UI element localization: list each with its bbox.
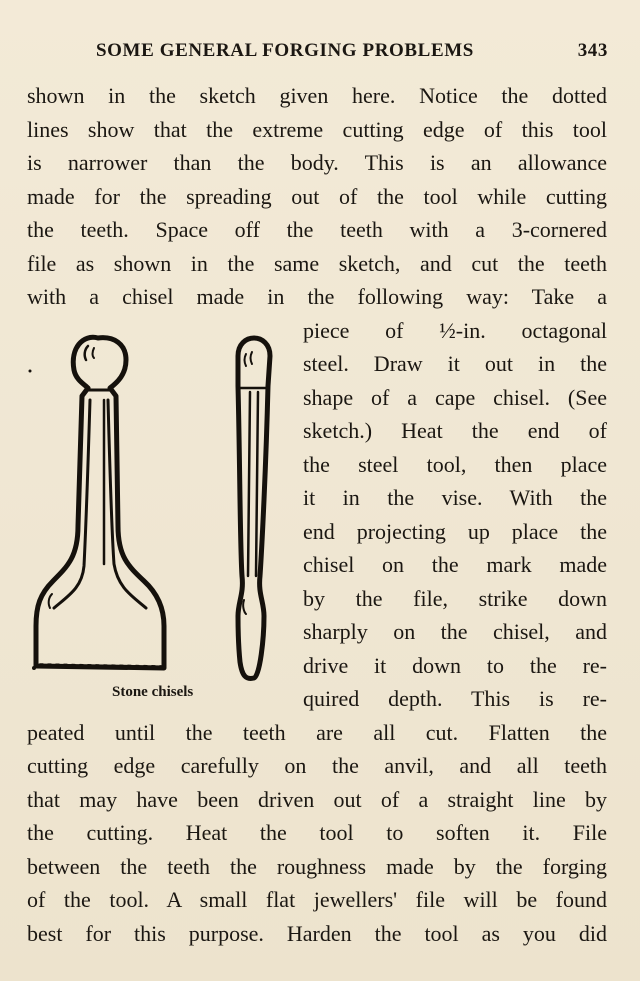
page-number: 343 xyxy=(577,40,608,61)
text-line: lines show that the extreme cutting edge of this tool xyxy=(27,116,607,142)
running-title: SOME GENERAL FORGING PROBLEMS xyxy=(96,40,474,61)
text-line: best for this purpose. Harden the tool as you did xyxy=(27,920,607,946)
stone-chisels-illustration xyxy=(28,326,293,681)
text-line: steel. Draw it out in the xyxy=(303,351,607,376)
text-line: cutting edge carefully on the anvil, and all teeth xyxy=(27,753,607,778)
figure-caption: Stone chisels xyxy=(112,684,194,700)
text-line: that may have been driven out of a straight line by xyxy=(27,786,607,812)
text-line: of the tool. A small flat jewellers' file will be found xyxy=(27,887,607,912)
text-line: the teeth. Space off the teeth with a 3-cornered xyxy=(27,217,607,242)
text-line: peated until the teeth are all cut. Flatten the xyxy=(27,719,607,745)
stone-chisels-figure xyxy=(28,326,293,711)
text-line: shown in the sketch given here. Notice the dotted xyxy=(27,83,607,108)
text-line: with a chisel made in the following way: Take a xyxy=(27,284,607,309)
text-line: shape of a cape chisel. (See xyxy=(303,384,607,410)
text-line: between the teeth the roughness made by the forging xyxy=(27,853,607,879)
text-line: made for the spreading out of the tool while cutting xyxy=(27,183,607,209)
text-line: drive it down to the re- xyxy=(303,652,607,678)
text-line: is narrower than the body. This is an allowance xyxy=(27,150,607,175)
text-line: it in the vise. With the xyxy=(303,485,607,510)
text-line: quired depth. This is re- xyxy=(303,686,607,711)
text-line: sharply on the chisel, and xyxy=(303,619,607,644)
text-line: the cutting. Heat the tool to soften it. File xyxy=(27,820,607,845)
text-line: piece of ½-in. octagonal xyxy=(303,317,607,343)
text-line: sketch.) Heat the end of xyxy=(303,418,607,443)
text-line: chisel on the mark made xyxy=(303,552,607,577)
text-line: file as shown in the same sketch, and cut the teeth xyxy=(27,250,607,276)
text-line: end projecting up place the xyxy=(303,518,607,544)
text-line: by the file, strike down xyxy=(303,585,607,611)
text-line: the steel tool, then place xyxy=(303,451,607,477)
